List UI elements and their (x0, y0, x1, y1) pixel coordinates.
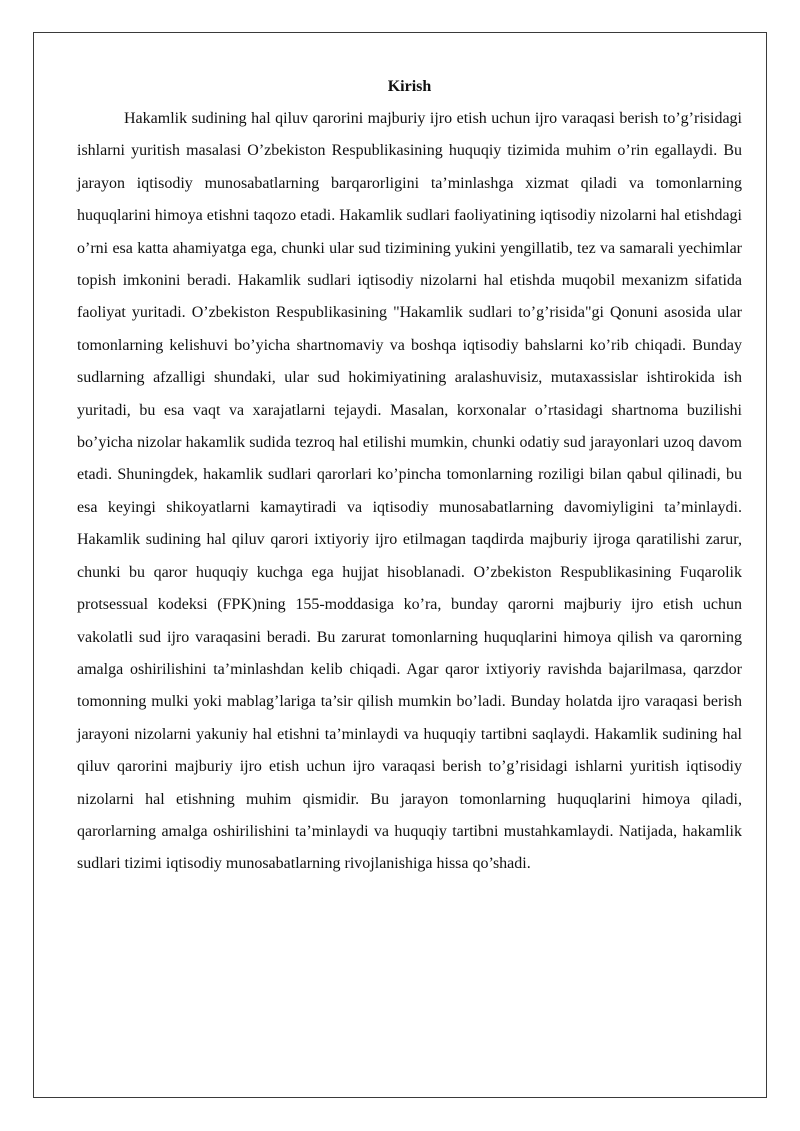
document-title: Kirish (387, 78, 432, 95)
body-paragraph: Hakamlik sudining hal qiluv qarorini majburiy ijro etish uchun ijro varaqasi berish to’g’risidagi ishlarni yuritish masalasi O’zbekiston Respublikasining huquqiy tizimida muhim o’rin egallaydi. Bu jarayon iqtisodiy munosabatlarning barqarorligini ta’minlashga xizmat qiladi va tomonlarning huquqlarini himoya etishni taqozo etadi. Hakamlik sudlari faoliyatining iqtisodiy nizolarni hal etishdagi o’rni esa katta ahamiyatga ega, chunki ular sud tizimining yukini yengillatib, tez va samarali yechimlar topish imkonini beradi. Hakamlik sudlari iqtisodiy nizolarni hal etishda muqobil mexanizm sifatida faoliyat yuritadi. O’zbekiston Respublikasining "Hakamlik sudlari to’g’risida"gi Qonuni asosida ular tomonlarning kelishuvi bo’yicha shartnomaviy va boshqa iqtisodiy bahslarni ko’rib chiqadi. Bunday sudlarning afzalligi shundaki, ular sud hokimiyatining aralashuvisiz, mutaxassislar ishtirokida ish yuritadi, bu esa vaqt va xarajatlarni tejaydi. Masalan, korxonalar o’rtasidagi shartnoma buzilishi bo’yicha nizolar hakamlik sudida tezroq hal etilishi mumkin, chunki odatiy sud jarayonlari uzoq davom etadi. Shuningdek, hakamlik sudlari qarorlari ko’pincha tomonlarning roziligi bilan qabul qilinadi, bu esa keyingi shikoyatlarni kamaytiradi va iqtisodiy munosabatlarning davomiyligini ta’minlaydi. Hakamlik sudining hal qiluv qarori ixtiyoriy ijro etilmagan taqdirda majburiy ijroga qaratilishi zarur, chunki bu qaror huquqiy kuchga ega hujjat hisoblanadi. O’zbekiston Respublikasining Fuqarolik protsessual kodeksi (FPK)ning 155-moddasiga ko’ra, bunday qarorni majburiy ijro etish uchun vakolatli sud ijro varaqasini beradi. Bu zarurat tomonlarning huquqlarini himoya qilish va qarorning amalga oshirilishini ta’minlashdan kelib chiqadi. Agar qaror ixtiyoriy ravishda bajarilmasa, qarzdor tomonning mulki yoki mablag’lariga ta’sir qilish mumkin bo’ladi. Bunday holatda ijro varaqasi berish jarayoni nizolarni yakuniy hal etishni ta’minlaydi va huquqiy tartibni saqlaydi. Hakamlik sudining hal qiluv qarorini majburiy ijro etish uchun ijro varaqasi berish to’g’risidagi ishlarni yuritish iqtisodiy nizolarni hal etishning muhim qismidir. Bu jarayon tomonlarning huquqlarini himoya qiladi, qarorlarning amalga oshirilishini ta’minlaydi va huquqiy tartibni mustahkamlaydi. Natijada, hakamlik sudlari tizimi iqtisodiy munosabatlarning rivojlanishiga hissa qo’shadi. (77, 110, 742, 873)
document-body (77, 74, 742, 881)
